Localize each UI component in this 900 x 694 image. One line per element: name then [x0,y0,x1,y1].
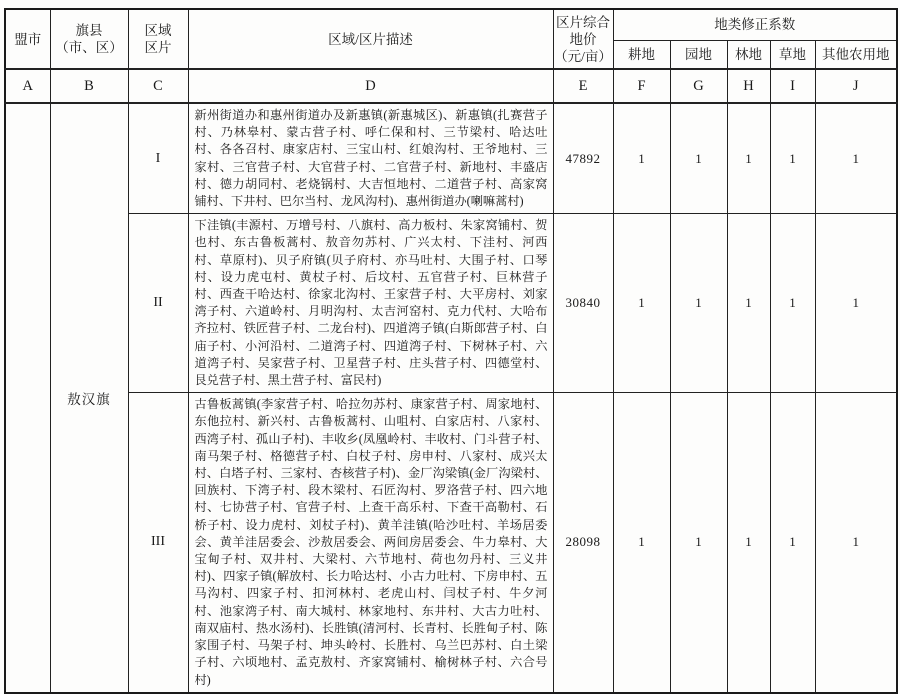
league-cell [5,103,50,693]
header-price [553,9,613,69]
coeff-grass-cell: 1 [770,103,815,214]
letter-a: A [5,69,50,103]
coeff-forest-cell: 1 [727,103,770,214]
header-coeff-garden: 园地 [670,40,727,69]
header-price-line1: 区片综合 [556,14,610,30]
coeff-other-cell: 1 [815,103,897,214]
coeff-cultivated-cell: 1 [613,214,670,393]
coeff-garden-cell: 1 [670,214,727,393]
letter-g: G [670,69,727,103]
letter-e: E [553,69,613,103]
coeff-grass-cell: 1 [770,214,815,393]
header-zone-line1: 区域 [144,23,172,38]
coeff-other-cell: 1 [815,393,897,693]
header-price-line2: 地价 [569,31,597,47]
header-description: 区域/区片描述 [188,9,553,69]
coeff-forest-cell: 1 [727,393,770,693]
zone-cell: II [128,214,188,393]
letter-b: B [50,69,128,103]
coeff-grass-cell: 1 [770,393,815,693]
letter-d: D [188,69,553,103]
header-zone-line2: 区片 [144,40,172,55]
header-coeff-grass: 草地 [770,40,815,69]
table-row-zone-2 [5,214,897,393]
header-county-line1: 旗县 [75,23,103,38]
county-cell: 敖汉旗 [50,103,128,693]
header-coeff-group: 地类修正系数 [613,9,897,40]
price-cell: 30840 [553,214,613,393]
coeff-cultivated-cell: 1 [613,393,670,693]
header-county [50,9,128,69]
description-cell: 下洼镇(丰源村、万增号村、八旗村、高力板村、朱家窝铺村、贺也村、东古鲁板蒿村、敖音勿苏村、广兴太村、下洼村、河西村、草原村)、贝子府镇(贝子府村、亦马吐村、大围子村、口琴村、设力虎屯村、黄杖子村、后坟村、五官营子村、巨林营子村、西查干哈达村、徐家北沟村、王家营子村、大平房村、刘家湾子村、六道岭村、月明沟村、太吉河窑村、克力代村、大哈布齐拉村、铁匠营子村、二龙台村)、四道湾子镇(白斯郎营子村、白庙子村、小河沿村、二道湾子村、四道湾子村、下树林子村、六道湾子村、吴家营子村、卫星营子村、庄头营子村、四德堂村、艮兑营子村、黑土营子村、富民村) [188,214,553,393]
header-coeff-cultivated: 耕地 [613,40,670,69]
land-price-table [4,8,898,694]
header-county-line2: （市、区） [55,40,123,55]
header-price-line3: （元/亩） [554,48,612,64]
coeff-garden-cell: 1 [670,103,727,214]
letter-j: J [815,69,897,103]
price-cell: 47892 [553,103,613,214]
coeff-garden-cell: 1 [670,393,727,693]
zone-cell: III [128,393,188,693]
header-zone [128,9,188,69]
coeff-cultivated-cell: 1 [613,103,670,214]
letter-c: C [128,69,188,103]
header-league: 盟市 [5,9,50,69]
coeff-forest-cell: 1 [727,214,770,393]
letter-f: F [613,69,670,103]
coeff-other-cell: 1 [815,214,897,393]
description-cell: 古鲁板蒿镇(李家营子村、哈拉勿苏村、康家营子村、周家地村、东他拉村、新兴村、古鲁板蒿村、山咀村、白家店村、八家村、西湾子村、孤山子村)、丰收乡(凤凰岭村、丰收村、门斗营子村、南马架子村、格德营子村、白杖子村、房申村、八家村、成兴太村、白塔子村、三家村、杏核营子村)、金厂沟梁镇(金厂沟梁村、回族村、下湾子村、段木梁村、石匠沟村、罗洛营子村、四六地村、七协营子村、官营子村、上查干高乐村、下查干高勒村、石桥子村、设力虎村、刘杖子村)、黄羊洼镇(哈沙吐村、羊场居委会、黄羊洼居委会、沙敖居委会、两间房居委会、牛力皋村、大宝甸子村、双井村、大梁村、六节地村、荷也勿丹村、三义井村)、四家子镇(解放村、长力哈达村、小古力吐村、下房申村、五马沟村、四家子村、扣河林村、老虎山村、闫杖子村、牛夕河村、池家湾子村、南大城村、林家地村、东井村、大古力吐村、南双庙村、热水汤村)、长胜镇(清河村、长青村、长胜甸子村、陈家围子村、马架子村、坤头岭村、长胜村、乌兰巴苏村、白土梁子村、六顷地村、孟克敖村、齐家窝铺村、榆树林子村、六合号村) [188,393,553,693]
header-coeff-other: 其他农用地 [815,40,897,69]
table-row-zone-3 [5,393,897,693]
letter-i: I [770,69,815,103]
price-cell: 28098 [553,393,613,693]
header-coeff-forest: 林地 [727,40,770,69]
zone-cell: I [128,103,188,214]
letter-index-row [5,69,897,103]
letter-h: H [727,69,770,103]
description-cell: 新州街道办和惠州街道办及新惠镇(新惠城区)、新惠镇(扎赛营子村、乃林皋村、蒙古营子村、呼仁保和村、三节梁村、哈达吐村、各各召村、康家店村、三宝山村、红娘沟村、王爷地村、三家村、三官营子村、大官营子村、二官营子村、新地村、丰盛店村、德力胡同村、老烧锅村、大吉恒地村、二道营子村、高家窝铺村、下井村、巴尔当村、龙风沟村)、惠州街道办(喇嘛蒿村) [188,103,553,214]
table-row-zone-1 [5,103,897,214]
